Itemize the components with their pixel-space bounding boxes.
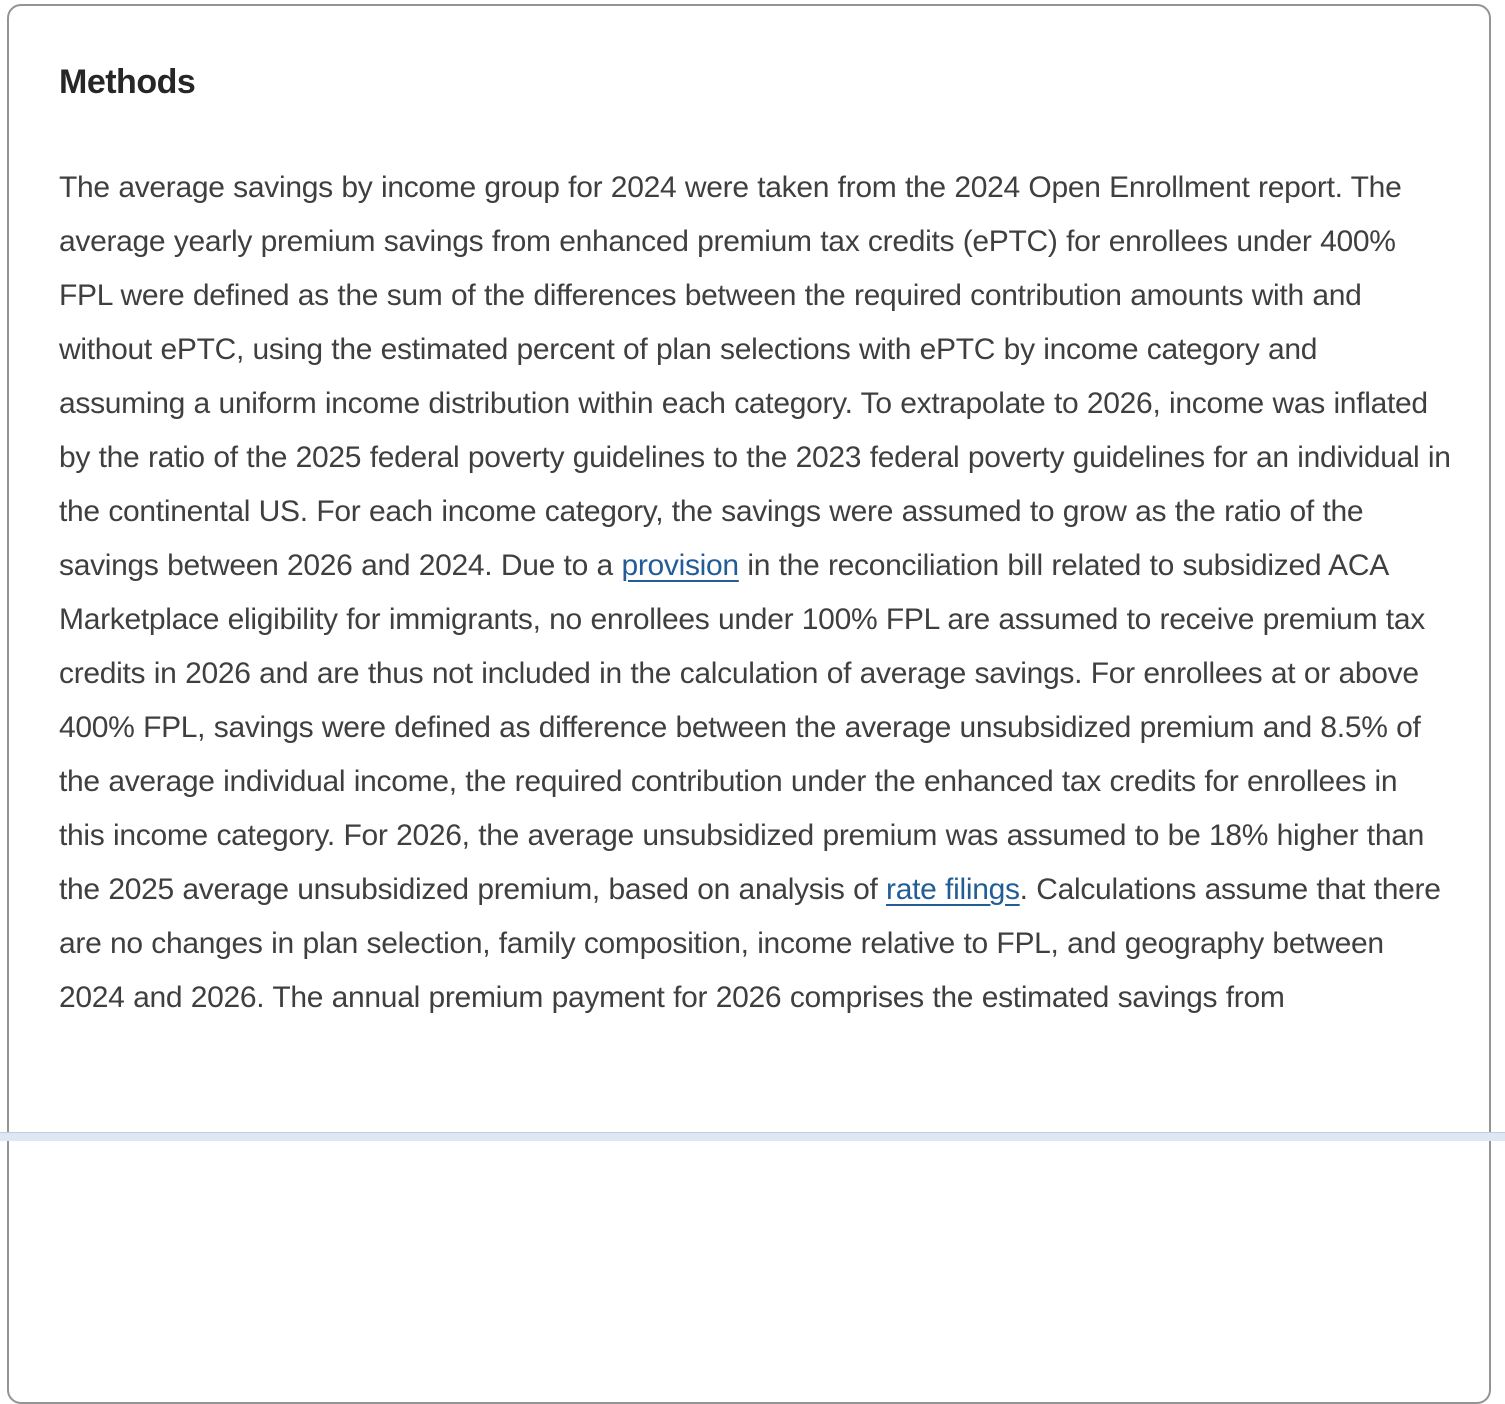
methods-heading: Methods: [59, 62, 1441, 103]
methods-paragraph: [59, 161, 1451, 1025]
paragraph-text-2: in the reconciliation bill related to subsidized ACA Marketplace eligibility for immigrants, no enrollees under 100% FPL are assumed to receive premium tax credits in 2026 and are thus not included in the calculation of average savings. For enrollees at or above 400% FPL, savings were defined as difference between the average unsubsidized premium and 8.5% of the average individual income, the required contribution under the enhanced tax credits for enrollees in this income category. For 2026, the average unsubsidized premium was assumed to be 18% higher than the 2025 average unsubsidized premium, based on analysis of: [59, 549, 1425, 906]
paragraph-text-3: . Calculations assume that there are no changes in plan selection, family composition, income relative to FPL, and geography between 2024 and 2026. The annual premium payment for 2026 comprises the estimated savings from: [59, 873, 1441, 1014]
provision-link[interactable]: provision: [621, 549, 738, 582]
bottom-edge-strip: [0, 1132, 1505, 1141]
methods-panel: [7, 4, 1491, 1404]
paragraph-text-1: The average savings by income group for 2024 were taken from the 2024 Open Enrollment report. The average yearly premium savings from enhanced premium tax credits (ePTC) for enrollees under 400% FPL were defined as the sum of the differences between the required contribution amounts with and without ePTC, using the estimated percent of plan selections with ePTC by income category and assuming a uniform income distribution within each category. To extrapolate to 2026, income was inflated by the ratio of the 2025 federal poverty guidelines to the 2023 federal poverty guidelines for an individual in the continental US. For each income category, the savings were assumed to grow as the ratio of the savings between 2026 and 2024. Due to a: [59, 171, 1451, 582]
rate-filings-link[interactable]: rate filings: [886, 873, 1020, 906]
